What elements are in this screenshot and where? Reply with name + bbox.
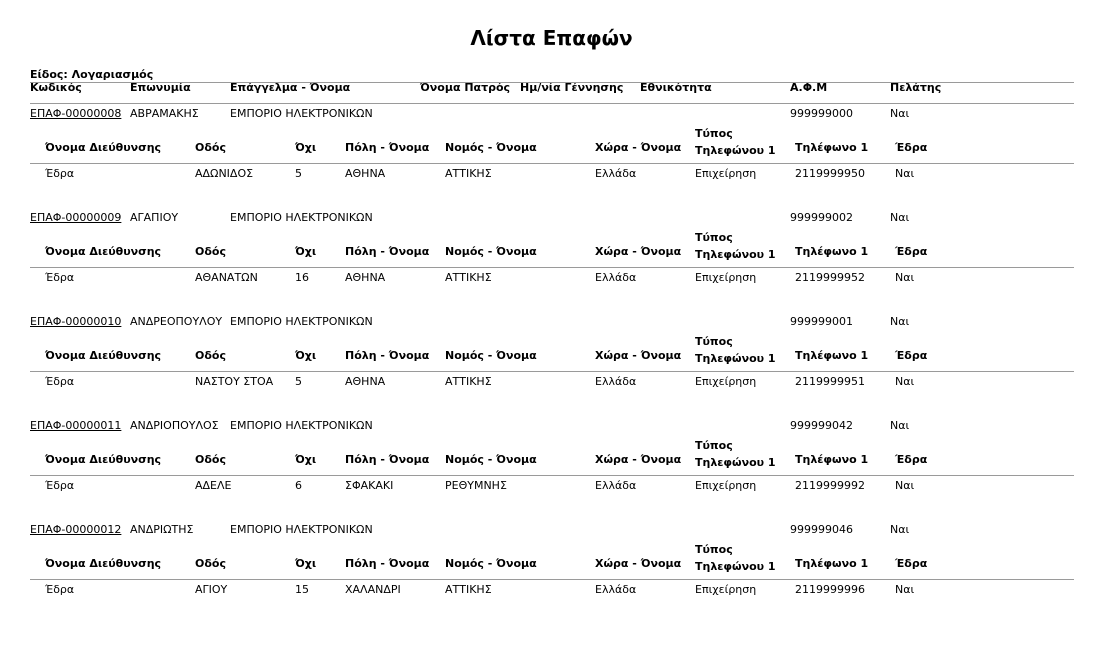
- address-header-city: Πόλη - Όνομα: [345, 245, 430, 258]
- contact-block: [0, 107, 1103, 207]
- address-seat: Ναι: [895, 479, 915, 492]
- divider: [30, 82, 1074, 83]
- address-city: ΑΘΗΝΑ: [345, 167, 386, 180]
- address-prefecture: ΑΤΤΙΚΗΣ: [445, 271, 492, 284]
- header-nationality: Εθνικότητα: [640, 81, 712, 94]
- address-header-phone1: Τηλέφωνο 1: [795, 557, 869, 570]
- address-number: 5: [295, 375, 302, 388]
- address-header-seat: Έδρα: [895, 453, 928, 466]
- header-afm: Α.Φ.Μ: [790, 81, 828, 94]
- address-seat: Ναι: [895, 375, 915, 388]
- address-city: ΧΑΛΑΝΔΡΙ: [345, 583, 401, 596]
- contact-block: [0, 523, 1103, 623]
- address-header-city: Πόλη - Όνομα: [345, 453, 430, 466]
- address-header-phone-type-line2: Τηλεφώνου 1: [695, 144, 776, 157]
- address-header-phone1: Τηλέφωνο 1: [795, 245, 869, 258]
- address-header-country: Χώρα - Όνομα: [595, 557, 682, 570]
- contact-afm: 999999002: [790, 211, 853, 224]
- contact-name: ΑΓΑΠΙΟΥ: [130, 211, 179, 224]
- address-country: Ελλάδα: [595, 375, 637, 388]
- address-number: 5: [295, 167, 302, 180]
- contact-profession: ΕΜΠΟΡΙΟ ΗΛΕΚΤΡΟΝΙΚΩΝ: [230, 211, 373, 224]
- address-country: Ελλάδα: [595, 479, 637, 492]
- address-header-city: Πόλη - Όνομα: [345, 349, 430, 362]
- address-header-phone1: Τηλέφωνο 1: [795, 349, 869, 362]
- contact-customer: Ναι: [890, 523, 910, 536]
- address-header-seat: Έδρα: [895, 245, 928, 258]
- contact-customer: Ναι: [890, 419, 910, 432]
- address-header-phone-type-line2: Τηλεφώνου 1: [695, 560, 776, 573]
- contact-code-link[interactable]: ΕΠΑΦ-00000011: [30, 419, 122, 432]
- address-prefecture: ΡΕΘΥΜΝΗΣ: [445, 479, 507, 492]
- address-header-seat: Έδρα: [895, 349, 928, 362]
- address-header-city: Πόλη - Όνομα: [345, 141, 430, 154]
- contact-code-link[interactable]: ΕΠΑΦ-00000010: [30, 315, 122, 328]
- contact-profession: ΕΜΠΟΡΙΟ ΗΛΕΚΤΡΟΝΙΚΩΝ: [230, 419, 373, 432]
- address-header-number: Όχι: [295, 245, 317, 258]
- address-country: Ελλάδα: [595, 271, 637, 284]
- address-name: Έδρα: [45, 271, 75, 284]
- contact-customer: Ναι: [890, 315, 910, 328]
- address-header-name: Όνομα Διεύθυνσης: [45, 349, 162, 362]
- contact-name: ΑΒΡΑΜΑΚΗΣ: [130, 107, 199, 120]
- address-header-prefecture: Νομός - Όνομα: [445, 245, 537, 258]
- address-header-street: Οδός: [195, 349, 226, 362]
- address-seat: Ναι: [895, 583, 915, 596]
- address-header-name: Όνομα Διεύθυνσης: [45, 557, 162, 570]
- contact-block: [0, 419, 1103, 519]
- address-header-phone1: Τηλέφωνο 1: [795, 453, 869, 466]
- address-header-number: Όχι: [295, 141, 317, 154]
- divider: [30, 163, 1074, 164]
- address-header-prefecture: Νομός - Όνομα: [445, 557, 537, 570]
- address-phone1: 2119999952: [795, 271, 865, 284]
- address-header-phone-type-line2: Τηλεφώνου 1: [695, 352, 776, 365]
- contact-afm: 999999001: [790, 315, 853, 328]
- address-header-street: Οδός: [195, 141, 226, 154]
- header-name: Επωνυμία: [130, 81, 191, 94]
- address-country: Ελλάδα: [595, 167, 637, 180]
- address-header-number: Όχι: [295, 557, 317, 570]
- address-number: 6: [295, 479, 302, 492]
- contact-block: [0, 211, 1103, 311]
- address-seat: Ναι: [895, 271, 915, 284]
- address-phone-type: Επιχείρηση: [695, 375, 757, 388]
- contact-name: ΑΝΔΡΕΟΠΟΥΛΟΥ: [130, 315, 223, 328]
- address-header-phone-type-line2: Τηλεφώνου 1: [695, 248, 776, 261]
- contact-code-link[interactable]: ΕΠΑΦ-00000009: [30, 211, 122, 224]
- address-phone-type: Επιχείρηση: [695, 271, 757, 284]
- address-phone-type: Επιχείρηση: [695, 479, 757, 492]
- address-phone1: 2119999996: [795, 583, 865, 596]
- address-header-phone-type-line1: Τύπος: [695, 127, 733, 140]
- contact-customer: Ναι: [890, 211, 910, 224]
- address-seat: Ναι: [895, 167, 915, 180]
- header-profession: Επάγγελμα - Όνομα: [230, 81, 351, 94]
- address-header-country: Χώρα - Όνομα: [595, 453, 682, 466]
- contact-block: [0, 315, 1103, 415]
- address-header-name: Όνομα Διεύθυνσης: [45, 453, 162, 466]
- address-header-country: Χώρα - Όνομα: [595, 141, 682, 154]
- contact-afm: 999999000: [790, 107, 853, 120]
- report-kind-label: Είδος: Λογαριασμός: [30, 68, 154, 81]
- contact-customer: Ναι: [890, 107, 910, 120]
- address-header-phone-type-line1: Τύπος: [695, 231, 733, 244]
- report-title: Λίστα Επαφών: [470, 26, 633, 50]
- contact-name: ΑΝΔΡΙΟΠΟΥΛΟΣ: [130, 419, 219, 432]
- address-header-phone-type-line2: Τηλεφώνου 1: [695, 456, 776, 469]
- address-street: ΑΓΙΟΥ: [195, 583, 228, 596]
- contact-afm: 999999046: [790, 523, 853, 536]
- divider: [30, 103, 1074, 104]
- address-header-phone1: Τηλέφωνο 1: [795, 141, 869, 154]
- contact-name: ΑΝΔΡΙΩΤΗΣ: [130, 523, 194, 536]
- address-header-city: Πόλη - Όνομα: [345, 557, 430, 570]
- address-number: 16: [295, 271, 309, 284]
- address-prefecture: ΑΤΤΙΚΗΣ: [445, 583, 492, 596]
- address-name: Έδρα: [45, 583, 75, 596]
- contact-code-link[interactable]: ΕΠΑΦ-00000008: [30, 107, 122, 120]
- address-phone1: 2119999992: [795, 479, 865, 492]
- address-street: ΑΔΩΝΙΔΟΣ: [195, 167, 254, 180]
- address-street: ΑΔΕΛΕ: [195, 479, 232, 492]
- address-street: ΝΑΣΤΟΥ ΣΤΟΑ: [195, 375, 274, 388]
- address-prefecture: ΑΤΤΙΚΗΣ: [445, 167, 492, 180]
- address-header-prefecture: Νομός - Όνομα: [445, 349, 537, 362]
- address-header-prefecture: Νομός - Όνομα: [445, 141, 537, 154]
- address-header-prefecture: Νομός - Όνομα: [445, 453, 537, 466]
- contact-afm: 999999042: [790, 419, 853, 432]
- address-header-phone-type-line1: Τύπος: [695, 335, 733, 348]
- divider: [30, 371, 1074, 372]
- address-number: 15: [295, 583, 309, 596]
- address-phone1: 2119999950: [795, 167, 865, 180]
- address-street: ΑΘΑΝΑΤΩΝ: [195, 271, 258, 284]
- address-header-country: Χώρα - Όνομα: [595, 349, 682, 362]
- address-header-phone-type-line1: Τύπος: [695, 543, 733, 556]
- address-header-number: Όχι: [295, 349, 317, 362]
- contact-profession: ΕΜΠΟΡΙΟ ΗΛΕΚΤΡΟΝΙΚΩΝ: [230, 523, 373, 536]
- header-customer: Πελάτης: [890, 81, 942, 94]
- address-city: ΑΘΗΝΑ: [345, 271, 386, 284]
- address-header-street: Οδός: [195, 557, 226, 570]
- address-header-name: Όνομα Διεύθυνσης: [45, 245, 162, 258]
- contact-code-link[interactable]: ΕΠΑΦ-00000012: [30, 523, 122, 536]
- header-father-name: Όνομα Πατρός: [420, 81, 511, 94]
- header-birth-date: Ημ/νία Γέννησης: [520, 81, 624, 94]
- address-country: Ελλάδα: [595, 583, 637, 596]
- address-phone1: 2119999951: [795, 375, 865, 388]
- address-header-country: Χώρα - Όνομα: [595, 245, 682, 258]
- address-header-street: Οδός: [195, 245, 226, 258]
- divider: [30, 475, 1074, 476]
- address-header-number: Όχι: [295, 453, 317, 466]
- header-code: Κωδικός: [30, 81, 82, 94]
- address-phone-type: Επιχείρηση: [695, 167, 757, 180]
- divider: [30, 579, 1074, 580]
- address-header-street: Οδός: [195, 453, 226, 466]
- contact-profession: ΕΜΠΟΡΙΟ ΗΛΕΚΤΡΟΝΙΚΩΝ: [230, 107, 373, 120]
- divider: [30, 267, 1074, 268]
- address-header-seat: Έδρα: [895, 557, 928, 570]
- address-prefecture: ΑΤΤΙΚΗΣ: [445, 375, 492, 388]
- address-header-name: Όνομα Διεύθυνσης: [45, 141, 162, 154]
- address-city: ΣΦΑΚΑΚΙ: [345, 479, 394, 492]
- address-header-seat: Έδρα: [895, 141, 928, 154]
- address-city: ΑΘΗΝΑ: [345, 375, 386, 388]
- address-name: Έδρα: [45, 167, 75, 180]
- address-phone-type: Επιχείρηση: [695, 583, 757, 596]
- address-header-phone-type-line1: Τύπος: [695, 439, 733, 452]
- address-name: Έδρα: [45, 479, 75, 492]
- address-name: Έδρα: [45, 375, 75, 388]
- contact-profession: ΕΜΠΟΡΙΟ ΗΛΕΚΤΡΟΝΙΚΩΝ: [230, 315, 373, 328]
